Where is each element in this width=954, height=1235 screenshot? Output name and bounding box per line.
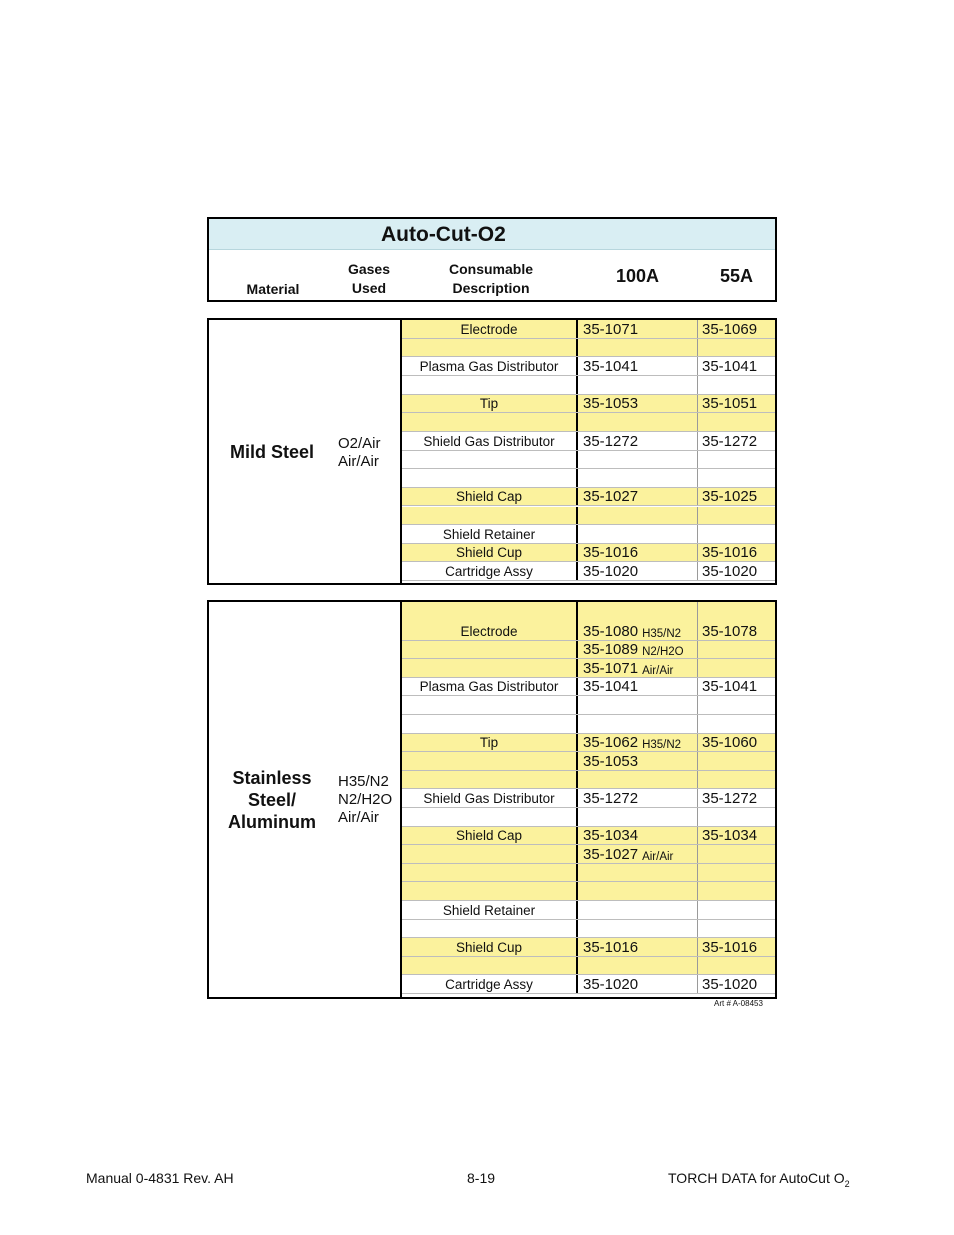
- part-55a: [699, 901, 775, 919]
- consumable-description: Shield Cup: [402, 938, 578, 956]
- header-55a: 55A: [720, 266, 754, 286]
- table-row: [402, 827, 775, 846]
- footer-page-number: 8-19: [467, 1170, 496, 1186]
- table-row: [402, 845, 775, 864]
- part-100a-cell: [580, 469, 698, 487]
- consumable-description: Cartridge Assy: [402, 562, 578, 580]
- consumable-description: [402, 715, 578, 733]
- consumable-description: [402, 957, 578, 975]
- part-100a: 35-1027: [583, 488, 639, 506]
- part-55a: 35-1051: [702, 395, 758, 413]
- part-100a-cell: [580, 715, 698, 733]
- part-100a: 35-1272: [583, 432, 639, 450]
- table-row: [402, 938, 775, 957]
- part-100a-cell: [580, 525, 698, 543]
- table-row: [402, 901, 775, 920]
- part-55a: [699, 845, 775, 863]
- table-row: [402, 678, 775, 697]
- part-55a: 35-1272: [702, 432, 758, 450]
- part-100a-cell: [580, 544, 698, 562]
- part-100a: 35-1034: [583, 827, 639, 845]
- table-row: [402, 602, 775, 641]
- part-100a-cell: [580, 845, 698, 863]
- table-row: [402, 320, 775, 339]
- consumable-description: [402, 808, 578, 826]
- part-55a: [699, 507, 775, 525]
- part-55a: 35-1272: [702, 789, 758, 807]
- header-gases-line1: Gases: [347, 261, 391, 277]
- part-100a-cell: [580, 920, 698, 938]
- part-100a-cell: [580, 734, 698, 752]
- mild-steel-section: [207, 318, 777, 585]
- consumable-description: Shield Retainer: [402, 901, 578, 919]
- part-100a: 35-1071: [583, 320, 639, 338]
- material-line: Aluminum: [228, 812, 316, 832]
- table-row: [402, 413, 775, 432]
- part-100a-cell: [580, 808, 698, 826]
- part-100a-cell: [580, 562, 698, 580]
- table-row: [402, 789, 775, 808]
- part-100a: 35-1053: [583, 752, 639, 770]
- gas-note: N2/H2O: [642, 646, 684, 659]
- part-100a: 35-1016: [583, 544, 639, 562]
- material-line: Mild Steel: [229, 442, 314, 462]
- part-55a: 35-1041: [702, 678, 758, 696]
- consumable-description: [402, 920, 578, 938]
- consumable-description: Shield Gas Distributor: [402, 432, 578, 450]
- table-row: [402, 562, 775, 581]
- part-100a: 35-1272: [583, 789, 639, 807]
- table-row: [402, 432, 775, 451]
- consumable-description: [402, 507, 578, 525]
- consumable-description: Shield Cup: [402, 544, 578, 562]
- table-row: [402, 395, 775, 414]
- consumable-description: Tip: [402, 734, 578, 752]
- part-100a: 35-1020: [583, 563, 639, 581]
- footer-section-text: TORCH DATA for AutoCut O: [668, 1170, 845, 1186]
- part-100a: 35-1020: [583, 975, 639, 993]
- consumable-description: [402, 882, 578, 900]
- part-100a-cell: [580, 320, 698, 338]
- table-row: [402, 864, 775, 883]
- table-row: [402, 734, 775, 753]
- gases-label: [338, 435, 381, 471]
- part-100a: 35-1080: [583, 622, 639, 640]
- consumable-description: Electrode: [402, 602, 578, 640]
- gases-line: N2/H2O: [338, 791, 393, 808]
- part-100a-cell: [580, 771, 698, 789]
- part-100a: 35-1071: [583, 659, 639, 677]
- table-row: [402, 357, 775, 376]
- consumable-description: [402, 659, 578, 677]
- part-100a: 35-1062: [583, 734, 639, 752]
- part-55a: 35-1069: [702, 320, 758, 338]
- table-row: [402, 715, 775, 734]
- part-55a: 35-1041: [702, 357, 758, 375]
- material-line: Stainless: [232, 768, 312, 788]
- part-100a: 35-1041: [583, 357, 639, 375]
- consumable-description: [402, 469, 578, 487]
- consumable-description: Shield Gas Distributor: [402, 789, 578, 807]
- gases-line: Air/Air: [338, 809, 379, 826]
- consumable-description: Tip: [402, 395, 578, 413]
- table-row: [402, 920, 775, 939]
- part-100a: 35-1053: [583, 395, 639, 413]
- consumable-description: [402, 696, 578, 714]
- gases-line: Air/Air: [338, 453, 379, 470]
- gases-line: H35/N2: [338, 773, 389, 790]
- mild-steel-label-cell: [209, 320, 402, 583]
- part-100a-cell: [580, 413, 698, 431]
- part-100a-cell: [580, 789, 698, 807]
- consumable-description: [402, 641, 578, 659]
- footer-section-subscript: 2: [844, 1178, 850, 1189]
- part-100a-cell: [580, 659, 698, 677]
- part-100a-cell: [580, 641, 698, 659]
- header-consumable-line2: Description: [452, 280, 530, 296]
- part-100a-cell: [580, 975, 698, 993]
- header-consumable-line1: Consumable: [448, 261, 533, 277]
- part-55a: [699, 525, 775, 543]
- part-100a: 35-1089: [583, 641, 639, 659]
- part-100a-cell: [580, 507, 698, 525]
- consumable-description: Cartridge Assy: [402, 975, 578, 993]
- consumable-description: [402, 864, 578, 882]
- consumable-description: [402, 413, 578, 431]
- consumable-description: [402, 771, 578, 789]
- part-55a: [699, 882, 775, 900]
- part-100a-cell: [580, 882, 698, 900]
- part-100a-cell: [580, 827, 698, 845]
- part-55a: [699, 920, 775, 938]
- title-bar: [209, 219, 775, 250]
- part-100a: 35-1016: [583, 938, 639, 956]
- gas-note: H35/N2: [642, 739, 682, 752]
- part-55a: [699, 864, 775, 882]
- consumable-description: [402, 376, 578, 394]
- part-55a: [699, 339, 775, 357]
- table-row: [402, 488, 775, 507]
- table-header: [207, 217, 777, 302]
- part-55a: 35-1034: [702, 827, 758, 845]
- part-55a: 35-1016: [702, 938, 758, 956]
- part-55a: 35-1020: [702, 563, 758, 581]
- gas-note: Air/Air: [642, 850, 674, 863]
- part-55a: 35-1016: [702, 544, 758, 562]
- part-100a-cell: [580, 376, 698, 394]
- part-55a: 35-1025: [702, 488, 758, 506]
- consumable-description: Electrode: [402, 320, 578, 338]
- part-100a-cell: [580, 602, 698, 640]
- table-row: [402, 975, 775, 994]
- header-consumable: [416, 260, 566, 298]
- footer-section-title: [668, 1170, 850, 1189]
- part-55a: [699, 641, 775, 659]
- gases-line: O2/Air: [338, 435, 381, 452]
- part-55a: [699, 957, 775, 975]
- stainless-aluminum-section: [207, 600, 777, 999]
- part-100a-cell: [580, 864, 698, 882]
- footer-manual: Manual 0-4831 Rev. AH: [86, 1170, 234, 1186]
- part-55a: [699, 659, 775, 677]
- part-100a-cell: [580, 957, 698, 975]
- stainless-label-cell: [209, 602, 402, 997]
- table-row: [402, 771, 775, 790]
- part-55a: 35-1060: [702, 734, 758, 752]
- consumable-description: [402, 845, 578, 863]
- consumable-description: Plasma Gas Distributor: [402, 678, 578, 696]
- part-100a-cell: [580, 451, 698, 469]
- gas-note: H35/N2: [642, 627, 682, 640]
- table-row: [402, 469, 775, 488]
- consumable-description: [402, 752, 578, 770]
- gas-note: Air/Air: [642, 664, 674, 677]
- part-100a-cell: [580, 488, 698, 506]
- part-100a-cell: [580, 696, 698, 714]
- table-row: [402, 659, 775, 678]
- part-100a: 35-1027: [583, 845, 639, 863]
- part-100a-cell: [580, 432, 698, 450]
- header-gases: [329, 260, 409, 298]
- part-100a-cell: [580, 938, 698, 956]
- table-row: [402, 525, 775, 544]
- part-55a: 35-1078: [702, 622, 758, 640]
- part-100a-cell: [580, 752, 698, 770]
- part-55a: [699, 376, 775, 394]
- consumable-description: Plasma Gas Distributor: [402, 357, 578, 375]
- part-100a-cell: [580, 357, 698, 375]
- table-row: [402, 957, 775, 976]
- consumable-description: [402, 339, 578, 357]
- consumable-description: Shield Cap: [402, 488, 578, 506]
- part-55a: [699, 451, 775, 469]
- table-row: [402, 641, 775, 660]
- table-row: [402, 339, 775, 358]
- table-row: [402, 544, 775, 563]
- table-row: [402, 696, 775, 715]
- part-100a-cell: [580, 678, 698, 696]
- part-55a: 35-1020: [702, 975, 758, 993]
- part-100a-cell: [580, 339, 698, 357]
- header-gases-line2: Used: [351, 280, 387, 296]
- consumable-description: Shield Cap: [402, 827, 578, 845]
- part-55a: [699, 715, 775, 733]
- part-55a: [699, 696, 775, 714]
- material-line: Steel/: [247, 790, 297, 810]
- header-material: Material: [246, 281, 300, 297]
- page-title: Auto-Cut-O2: [381, 223, 506, 246]
- part-55a: [699, 771, 775, 789]
- part-100a-cell: [580, 901, 698, 919]
- table-row: [402, 882, 775, 901]
- part-100a: 35-1041: [583, 678, 639, 696]
- gases-label: [338, 773, 392, 827]
- consumable-description: Shield Retainer: [402, 525, 578, 543]
- table-row: [402, 808, 775, 827]
- header-100a: 100A: [616, 266, 660, 286]
- part-55a: [699, 413, 775, 431]
- material-label: [217, 441, 327, 463]
- table-row: [402, 752, 775, 771]
- table-row: [402, 451, 775, 470]
- part-100a-cell: [580, 395, 698, 413]
- part-55a: [699, 808, 775, 826]
- part-55a: [699, 469, 775, 487]
- art-number: Art # A-08453: [714, 999, 763, 1008]
- material-label: [217, 767, 327, 833]
- part-55a: [699, 752, 775, 770]
- consumable-description: [402, 451, 578, 469]
- table-row: [402, 507, 775, 526]
- table-row: [402, 376, 775, 395]
